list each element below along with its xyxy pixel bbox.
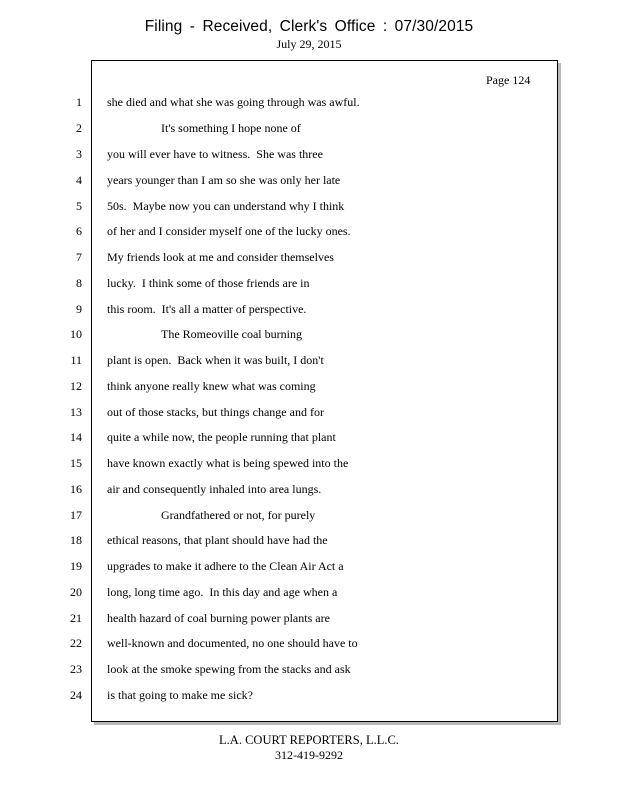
hearing-date: July 29, 2015 [276, 37, 342, 51]
line-number: 22 [70, 636, 82, 650]
line-text: out of those stacks, but things change and for [107, 405, 324, 419]
line-number: 13 [70, 405, 82, 419]
line-number: 9 [76, 302, 82, 316]
line-number: 10 [70, 327, 82, 341]
line-number: 3 [76, 147, 82, 161]
line-text: plant is open. Back when it was built, I don't [107, 353, 324, 367]
line-text: well-known and documented, no one should have to [107, 636, 358, 650]
line-text: ethical reasons, that plant should have had the [107, 533, 328, 547]
line-text: long, long time ago. In this day and age when a [107, 585, 338, 599]
footer-phone: 312-419-9292 [275, 748, 343, 762]
line-number: 17 [70, 508, 82, 522]
line-text: this room. It's all a matter of perspective. [107, 302, 307, 316]
line-number: 18 [70, 533, 82, 547]
page-number: Page 124 [486, 73, 531, 87]
line-text: upgrades to make it adhere to the Clean Air Act a [107, 559, 344, 573]
line-text: look at the smoke spewing from the stacks and ask [107, 662, 351, 676]
footer-firm-name: L.A. COURT REPORTERS, L.L.C. [219, 733, 399, 747]
line-number: 12 [70, 379, 82, 393]
line-number: 1 [76, 95, 82, 109]
line-text: is that going to make me sick? [107, 688, 253, 702]
line-text: lucky. I think some of those friends are in [107, 276, 310, 290]
line-text: quite a while now, the people running that plant [107, 430, 336, 444]
line-number: 20 [70, 585, 82, 599]
line-text: It's something I hope none of [161, 121, 301, 135]
line-number: 7 [76, 250, 82, 264]
line-number: 15 [70, 456, 82, 470]
line-text: Grandfathered or not, for purely [161, 508, 316, 522]
line-text: The Romeoville coal burning [161, 327, 302, 341]
line-text: health hazard of coal burning power plants are [107, 611, 330, 625]
line-text: have known exactly what is being spewed into the [107, 456, 349, 470]
line-number: 21 [70, 611, 82, 625]
line-text: of her and I consider myself one of the lucky ones. [107, 224, 351, 238]
line-number: 8 [76, 276, 82, 290]
line-number: 23 [70, 662, 82, 676]
line-text: think anyone really knew what was coming [107, 379, 316, 393]
line-text: you will ever have to witness. She was three [107, 147, 323, 161]
line-text: air and consequently inhaled into area lungs. [107, 482, 322, 496]
line-number: 5 [76, 199, 82, 213]
line-number: 4 [76, 173, 82, 187]
line-text: My friends look at me and consider themselves [107, 250, 334, 264]
line-number: 19 [70, 559, 82, 573]
line-number: 16 [70, 482, 82, 496]
line-number: 2 [76, 121, 82, 135]
line-number: 11 [70, 353, 82, 367]
filing-stamp: Filing - Received, Clerk's Office : 07/30/2015 [144, 18, 474, 35]
line-number: 6 [76, 224, 82, 238]
line-number: 24 [70, 688, 82, 702]
line-text: years younger than I am so she was only her late [107, 173, 341, 187]
line-number: 14 [70, 430, 82, 444]
line-text: 50s. Maybe now you can understand why I think [107, 199, 345, 213]
line-text: she died and what she was going through was awful. [107, 95, 360, 109]
